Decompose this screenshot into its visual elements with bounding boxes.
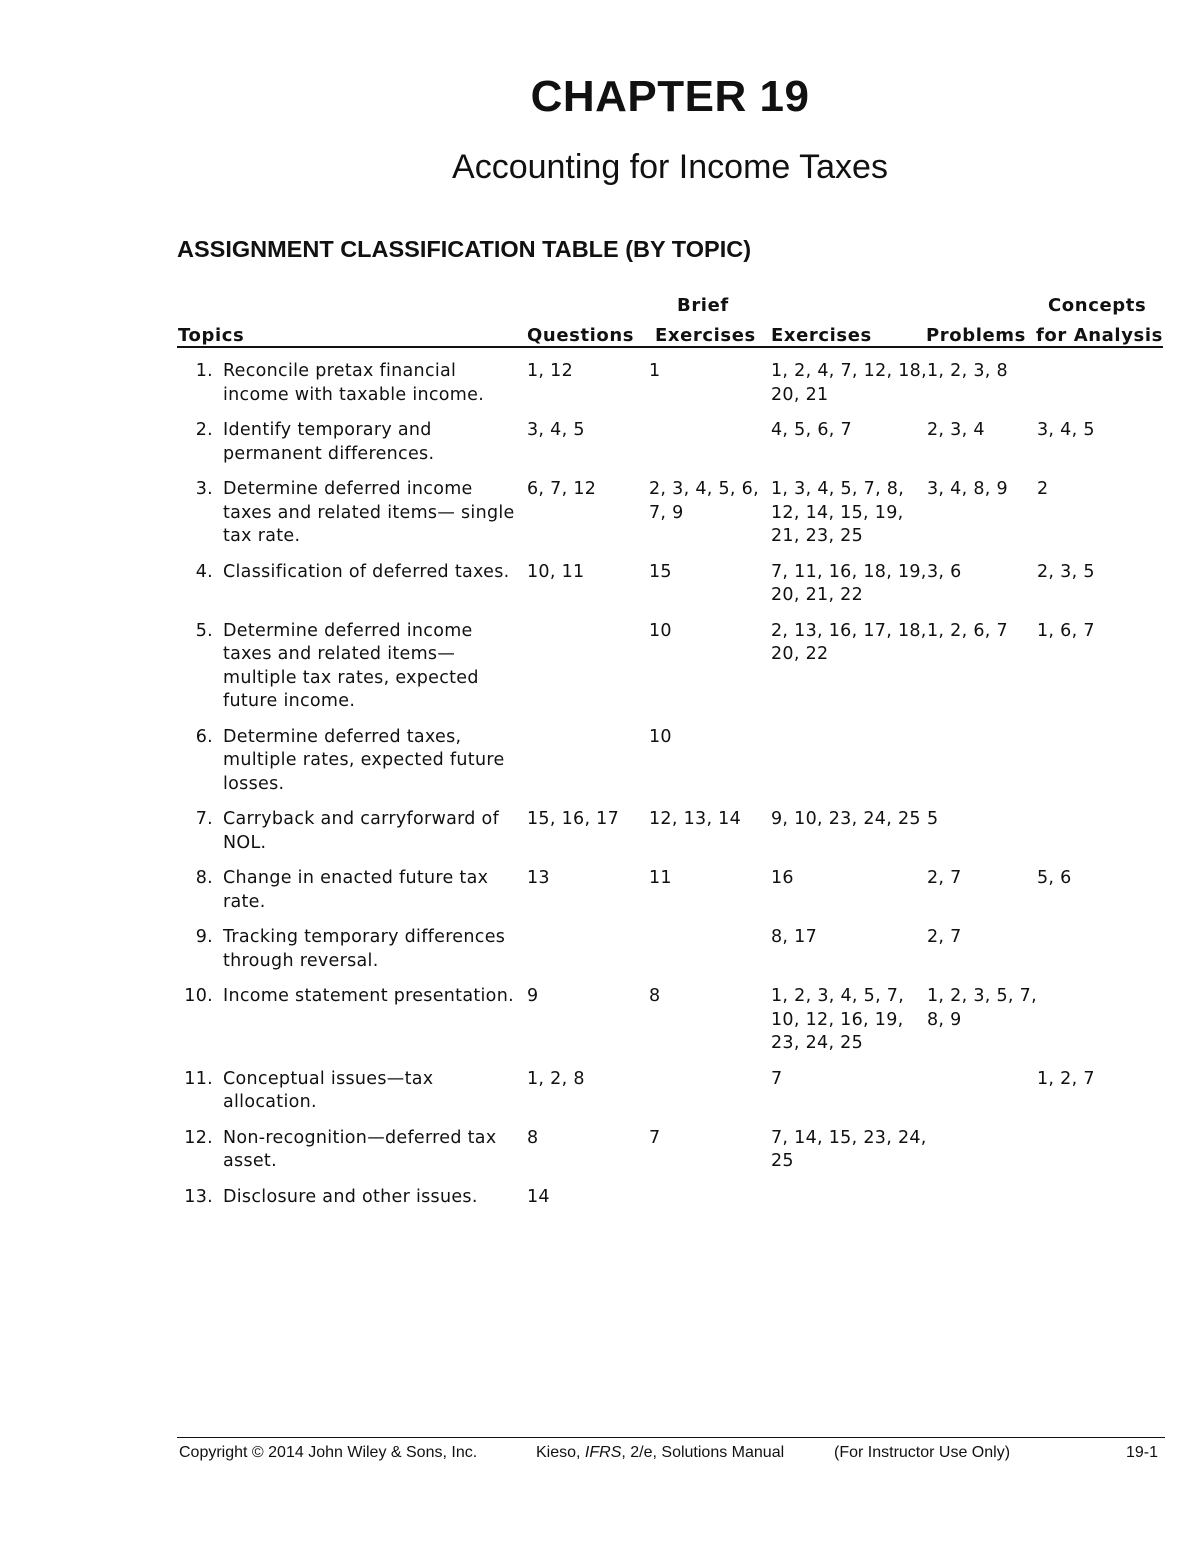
problems-cell: 1, 2, 3, 8 [927,361,1008,381]
row-number: 6. [195,726,213,747]
questions-cell: 3, 4, 5 [527,420,585,440]
concepts-cell: 3, 4, 5 [1037,420,1095,440]
table-row [177,360,1167,419]
questions-cell [527,726,649,809]
col-header-brief-line1: Brief [677,295,729,316]
questions-cell [527,620,649,726]
concepts-cell [1037,360,1167,419]
exercises-cell: 9, 10, 23, 24, 25 [771,809,921,829]
table-row [177,478,1167,561]
col-header-questions: Questions [527,325,635,346]
table-row [177,985,1167,1068]
brief-exercises-cell: 8 [649,986,661,1006]
brief-exercises-cell [649,419,771,478]
row-number: 4. [195,561,213,582]
brief-exercises-cell: 11 [649,868,672,888]
table-row [177,1186,1167,1222]
questions-cell: 13 [527,868,550,888]
questions-cell: 1, 2, 8 [527,1068,585,1089]
topic-cell: Conceptual issues—tax allocation. [223,1068,434,1112]
footer-copyright: Copyright © 2014 John Wiley & Sons, Inc. [179,1444,478,1461]
topic-cell: Non-recognition—deferred tax asset. [223,1127,497,1171]
exercises-cell: 7 [771,1068,783,1089]
table-row [177,726,1167,809]
questions-cell: 8 [527,1127,539,1148]
topic-cell: Determine deferred income taxes and related items— multiple tax rates, expected future income. [223,620,479,711]
questions-cell: 15, 16, 17 [527,809,620,829]
exercises-cell [771,1186,927,1222]
exercises-cell: 4, 5, 6, 7 [771,420,852,440]
topic-cell: Classification of deferred taxes. [223,561,510,582]
topic-cell: Identify temporary and permanent differences. [223,420,435,464]
problems-cell: 5 [927,809,939,829]
table-row [177,419,1167,478]
table-row [177,926,1167,985]
questions-cell: 9 [527,986,539,1006]
footer-book-author: Kieso, [536,1444,585,1461]
problems-cell [927,1127,1037,1186]
classification-table [177,360,1167,1221]
exercises-cell: 1, 3, 4, 5, 7, 8, 12, 14, 15, 19, 21, 23, 25 [771,479,905,546]
brief-exercises-cell [649,1068,771,1127]
row-number: 3. [195,479,213,499]
col-header-concepts-line2: for Analysis [1036,325,1163,346]
chapter-heading: CHAPTER 19 [530,72,810,121]
topic-cell: Change in enacted future tax rate. [223,868,489,912]
exercises-cell: 16 [771,868,794,888]
footer-rule [177,1437,1165,1438]
topic-cell: Carryback and carryforward of NOL. [223,809,500,853]
problems-cell [927,726,1037,809]
questions-cell: 10, 11 [527,561,585,582]
questions-cell: 1, 12 [527,361,574,381]
row-number: 11. [184,1068,213,1089]
row-number: 1. [195,361,213,381]
concepts-cell: 5, 6 [1037,868,1072,888]
concepts-cell [1037,1127,1167,1186]
footer-book-rest: , 2/e, Solutions Manual [621,1444,785,1461]
questions-cell: 6, 7, 12 [527,479,597,499]
col-header-problems: Problems [926,325,1026,346]
topic-cell: Determine deferred taxes, multiple rates, expected future losses. [223,726,505,794]
exercises-cell: 1, 2, 3, 4, 5, 7, 10, 12, 16, 19, 23, 24, 25 [771,986,905,1053]
row-number: 10. [184,986,213,1006]
problems-cell: 1, 2, 3, 5, 7, 8, 9 [927,986,1037,1030]
concepts-cell: 1, 2, 7 [1037,1068,1095,1089]
concepts-cell: 2 [1037,479,1049,499]
footer-book-title: IFRS [584,1444,622,1461]
row-number: 2. [195,420,213,440]
table-row [177,620,1167,726]
problems-cell: 2, 7 [927,868,962,888]
concepts-cell: 2, 3, 5 [1037,561,1095,582]
brief-exercises-cell [649,1186,771,1222]
concepts-cell [1037,726,1167,809]
brief-exercises-cell: 7 [649,1127,661,1148]
col-header-topics: Topics [178,325,245,346]
header-rule [177,346,1163,348]
exercises-cell: 1, 2, 4, 7, 12, 18, 20, 21 [771,361,927,405]
exercises-cell: 7, 11, 16, 18, 19, 20, 21, 22 [771,561,927,605]
exercises-cell: 8, 17 [771,927,818,947]
problems-cell [927,1186,1037,1222]
footer-use-note: (For Instructor Use Only) [834,1444,1011,1461]
table-row [177,808,1167,867]
row-number: 8. [195,868,213,888]
problems-cell: 3, 4, 8, 9 [927,479,1008,499]
table-row [177,1068,1167,1127]
section-title: ASSIGNMENT CLASSIFICATION TABLE (BY TOPIC) [177,236,752,262]
topic-cell: Income statement presentation. [223,986,514,1006]
topic-cell: Reconcile pretax financial income with taxable income. [223,361,485,405]
problems-cell: 1, 2, 6, 7 [927,620,1008,641]
table-row [177,867,1167,926]
questions-cell: 14 [527,1186,550,1207]
brief-exercises-cell: 12, 13, 14 [649,809,742,829]
footer-book [536,1444,784,1462]
row-number: 13. [184,1186,213,1207]
row-number: 12. [184,1127,213,1148]
row-number: 9. [195,927,213,947]
brief-exercises-cell: 10 [649,726,672,747]
row-number: 7. [195,809,213,829]
concepts-cell [1037,985,1167,1068]
col-header-exercises: Exercises [771,325,872,346]
row-number: 5. [195,620,213,641]
brief-exercises-cell: 2, 3, 4, 5, 6, 7, 9 [649,479,759,523]
questions-cell [527,926,649,985]
footer-page-number: 19-1 [1126,1444,1159,1461]
brief-exercises-cell: 10 [649,620,672,641]
problems-cell: 2, 3, 4 [927,420,985,440]
topic-cell: Disclosure and other issues. [223,1186,478,1207]
brief-exercises-cell [649,926,771,985]
concepts-cell [1037,926,1167,985]
brief-exercises-cell: 1 [649,361,661,381]
exercises-cell: 2, 13, 16, 17, 18, 20, 22 [771,620,927,664]
topic-cell: Tracking temporary differences through reversal. [223,927,506,971]
concepts-cell: 1, 6, 7 [1037,620,1095,641]
table-row [177,561,1167,620]
problems-cell: 2, 7 [927,927,962,947]
table-row [177,1127,1167,1186]
exercises-cell [771,726,927,809]
problems-cell [927,1068,1037,1127]
brief-exercises-cell: 15 [649,561,672,582]
concepts-cell [1037,1186,1167,1222]
concepts-cell [1037,808,1167,867]
col-header-concepts-line1: Concepts [1048,295,1147,316]
problems-cell: 3, 6 [927,561,962,582]
exercises-cell: 7, 14, 15, 23, 24, 25 [771,1127,927,1171]
col-header-brief-line2: Exercises [655,325,756,346]
chapter-title: Accounting for Income Taxes [452,148,888,186]
topic-cell: Determine deferred income taxes and related items— single tax rate. [223,479,515,546]
